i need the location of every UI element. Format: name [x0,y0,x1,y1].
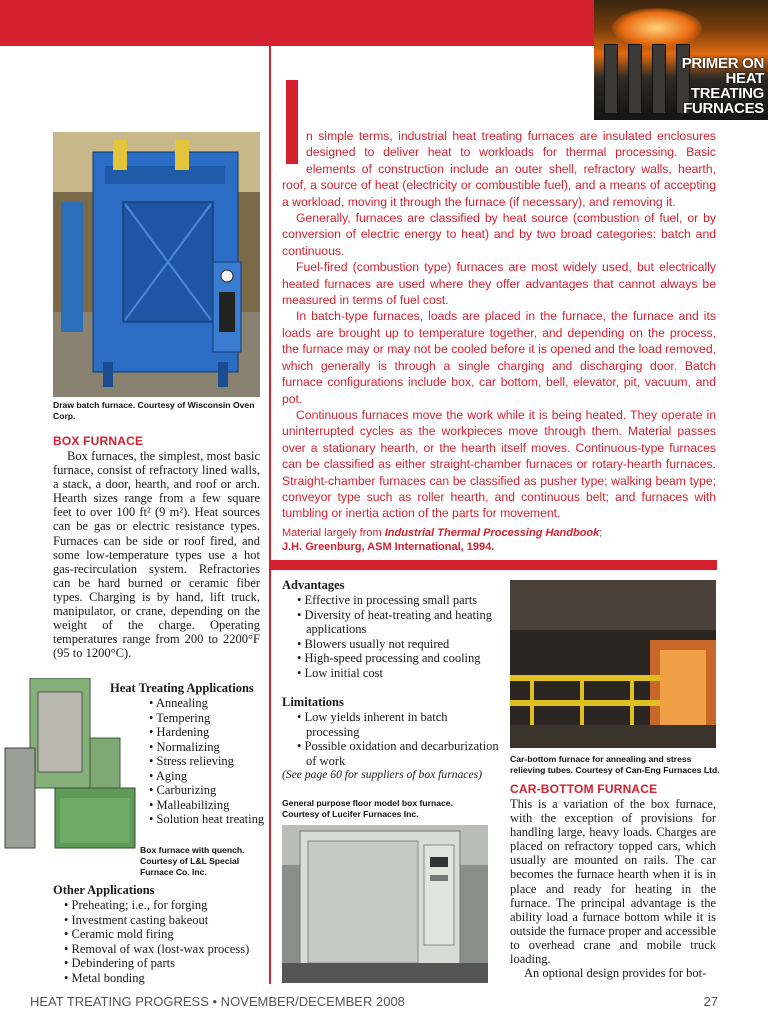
limitations-block [282,695,500,782]
photo1-caption: Draw batch furnace. Courtesy of Wisconsin Oven Corp. [53,400,255,421]
list-item: • Solution heat treating [146,812,265,827]
drop-cap [286,80,298,164]
list-item: • Blowers usually not required [294,637,500,652]
list-item: • Preheating; i.e., for forging [61,898,265,913]
magazine-issue: HEAT TREATING PROGRESS • NOVEMBER/DECEMBER 2008 [30,994,405,1009]
list-item: • Carburizing [146,783,265,798]
advantages-list [294,593,500,680]
advantages-block [282,578,500,680]
page-footer [30,994,718,1009]
list-item: • Effective in processing small parts [294,593,500,608]
list-item: • Diversity of heat-treating and heating applications [294,608,500,637]
photo2-caption: Box furnace with quench. Courtesy of L&L Special Furnace Co. Inc. [140,845,245,877]
advantages-title: Advantages [282,578,345,592]
applications-list [146,696,265,827]
other-applications [53,883,265,985]
intro-paragraph: n simple terms, industrial heat treating furnaces are insulated enclosures designed to deliver heat to workloads for thermal processing. Basic elements of construction include an outer shell, refractory walls, hearth, roof, a source of heat (electricity or combustible fuel), and a means of accepting a workload, moving it through the furnace (if necessary), and removing it. [282,129,716,209]
list-item: • Malleabilizing [146,798,265,813]
page-number: 27 [703,994,718,1009]
applications-title: Heat Treating Applications [110,681,254,695]
intro-paragraph: Fuel-fired (combustion type) furnaces are most widely used, but electrically heated furnaces are used where they offer advantages that cannot always be measured in terms of fuel cost. [282,260,716,308]
car-bottom-furnace-photo [510,580,716,748]
box-furnace-heading: BOX FURNACE [53,434,144,448]
limitations-list [294,710,500,768]
intro-text [282,80,716,522]
list-item: • Hardening [146,725,265,740]
list-item: • Metal bonding [61,971,265,986]
heat-treating-applications [110,681,265,827]
other-applications-list [61,898,265,985]
list-item: • Debindering of parts [61,956,265,971]
limitations-title: Limitations [282,695,344,709]
list-item: • Aging [146,769,265,784]
list-item: • Tempering [146,711,265,726]
list-item: • Normalizing [146,740,265,755]
primer-title: PRIMER ON HEAT TREATING FURNACES [681,55,764,117]
list-item: • Investment casting bakeout [61,913,265,928]
list-item: • Removal of wax (lost-wax process) [61,942,265,957]
list-item: • Stress relieving [146,754,265,769]
list-item: • Possible oxidation and decarburization of work [294,739,500,768]
intro-paragraph: Generally, furnaces are classified by heat source (combustion of fuel, or by conversion of electric energy to heat) and by two broad categories: batch and continuous. [282,211,716,258]
car-bottom-heading: CAR-BOTTOM FURNACE [510,782,658,796]
other-applications-title: Other Applications [53,883,155,897]
section-divider [271,560,717,570]
box-furnace-text: Box furnaces, the simplest, most basic furnace, consist of refractory lined walls, a stack, a door, hearth, and roof or arch. Hearth sizes range from a few square feet to over 100 ft² (9 m²). Heat sources can be gas or electric resistance types. Furnaces can be side or roof fired, and some low-temperature types use a hot gas-recirculation system. Refractories can be hard burned or ceramic fiber types. Charging is by hand, lift truck, manipulator, or crane, depending on the weight of the charge. Operating temperatures range from 200 to 2200°F (95 to 1200°C). [53,449,260,661]
intro-paragraph: In batch-type furnaces, loads are placed in the furnace, the furnace and its loads are brought up to temperature together, and depending on the process, the furnace may or may not be cooled before it is opened and the load removed, which generally is through a single charging and discharging door. Batch furnace configurations include box, car bottom, bell, elevator, pit, vacuum, and pot. [282,309,716,406]
suppliers-note: (See page 60 for suppliers of box furnaces) [282,768,482,781]
list-item: • Low initial cost [294,666,500,681]
photo4-caption: Car-bottom furnace for annealing and stress relieving tubes. Courtesy of Can-Eng Furnaces Ltd. [510,754,720,775]
list-item: • Annealing [146,696,265,711]
list-item: • Low yields inherent in batch processing [294,710,500,739]
car-bottom-text: This is a variation of the box furnace, with the exception of provisions for handling large, heavy loads. Charges are placed on refractory topped cars, which usually are mounted on rails. The car becomes the furnace hearth when it is in place and ready for heating in the furnace. The principal advantage is the ability load a furnace bottom while it is outside the furnace proper and accessible to overhead crane and mobile truck loading. An optional design provides for bot- [510,797,716,981]
floor-model-box-furnace-photo [282,825,488,983]
photo3-caption: General purpose floor model box furnace. Courtesy of Lucifer Furnaces Inc. [282,798,453,819]
draw-batch-furnace-photo [53,132,260,397]
list-item: • High-speed processing and cooling [294,651,500,666]
list-item: • Ceramic mold firing [61,927,265,942]
intro-paragraph: Continuous furnaces move the work while it is being heated. They operate in uninterrupted cycles as the workpieces move through them. Material passes over a stationary hearth, or the hearth itself moves. Continuous-type furnaces can be classified as either straight-chamber furnaces or rotary-hearth furnaces. Straight-chamber furnaces can be classified as pusher type; walking beam type; conveyor type such as roller hearth, and continuous belt; and furnaces with tumbling or inertia action of the parts for movement. [282,407,716,521]
source-credit: Material largely from Industrial Thermal Processing Handbook; J.H. Greenburg, ASM International, 1994. [282,527,603,553]
column-divider [269,46,271,984]
